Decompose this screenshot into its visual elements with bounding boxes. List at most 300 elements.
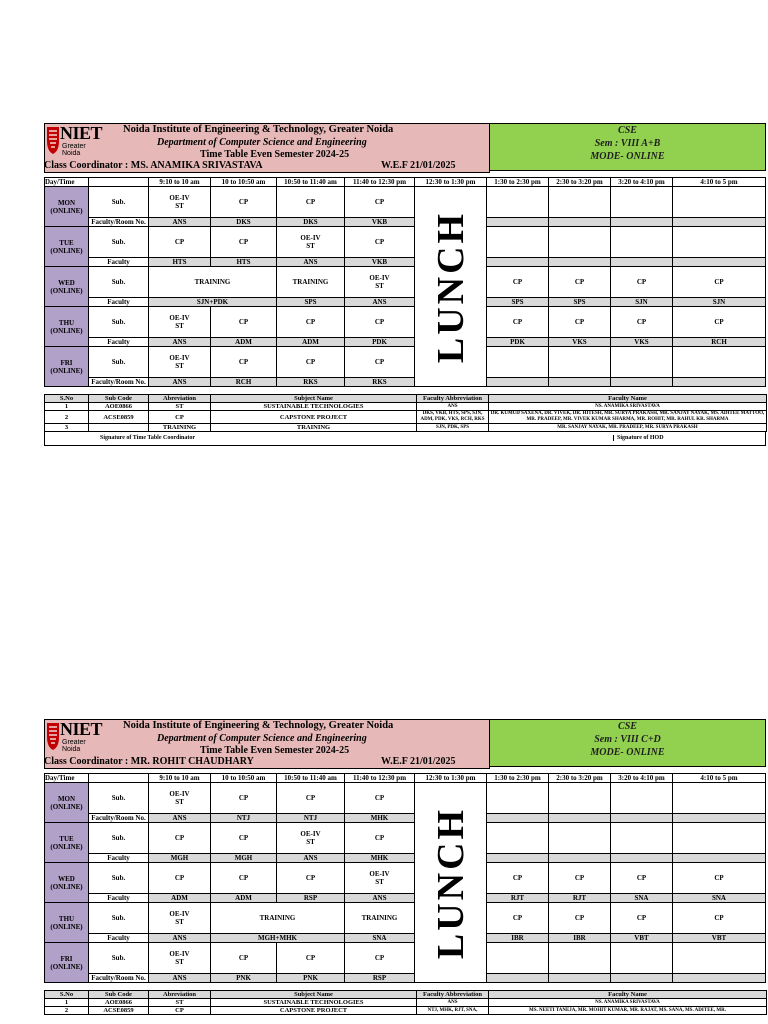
day-label: FRI (ONLINE) [45, 943, 89, 983]
class-cell: CP [549, 307, 611, 338]
class-cell [487, 187, 549, 218]
day-row [45, 903, 766, 934]
faculty-cell: MGH+MHK [211, 934, 345, 943]
class-cell: CP [211, 307, 277, 338]
subjects-table [44, 394, 767, 432]
class-mode: MODE- ONLINE [590, 747, 665, 758]
class-cell: OE-IV ST [277, 227, 345, 258]
class-cell: CP [149, 823, 211, 854]
class-cell: CP [277, 187, 345, 218]
niet-logo [46, 123, 103, 157]
subject-row [45, 403, 767, 411]
time-slot-header: 11:40 to 12:30 pm [345, 178, 415, 187]
branch-name: CSE [618, 721, 637, 732]
class-cell: CP [487, 903, 549, 934]
day-label: WED (ONLINE) [45, 863, 89, 903]
subject-cell: ST [149, 403, 211, 411]
sub-label: Sub. [89, 943, 149, 974]
class-cell [549, 227, 611, 258]
subjects-column-header: S.No [45, 395, 89, 403]
class-cell: CP [673, 267, 766, 298]
faculty-cell: VKS [611, 338, 673, 347]
subject-cell: CP [149, 411, 211, 424]
faculty-row [45, 338, 766, 347]
logo-text: NIET [60, 719, 103, 739]
class-cell: CP [549, 903, 611, 934]
faculty-cell: VKB [345, 218, 415, 227]
sub-label: Sub. [89, 347, 149, 378]
day-label: TUE (ONLINE) [45, 823, 89, 863]
schedule-grid [44, 773, 766, 983]
faculty-cell: RSP [277, 894, 345, 903]
faculty-cell [487, 814, 549, 823]
day-label: THU (ONLINE) [45, 903, 89, 943]
faculty-label: Faculty [89, 298, 149, 307]
faculty-cell [611, 218, 673, 227]
subject-cell: TRAINING [211, 424, 417, 432]
shield-logo-icon [46, 125, 60, 155]
faculty-cell [549, 814, 611, 823]
class-cell [549, 943, 611, 974]
faculty-cell: ADM [149, 894, 211, 903]
course-panel [489, 719, 766, 767]
day-label: MON (ONLINE) [45, 187, 89, 227]
subject-cell: AOE0866 [89, 403, 149, 411]
faculty-cell [487, 974, 549, 983]
faculty-cell: VKS [549, 338, 611, 347]
faculty-cell: MHK [345, 814, 415, 823]
faculty-cell: SPS [277, 298, 345, 307]
faculty-label: Faculty [89, 854, 149, 863]
class-cell [549, 347, 611, 378]
subject-cell: CP [149, 1007, 211, 1015]
institute-name: Noida Institute of Engineering & Technology, Greater Noida [123, 720, 394, 731]
class-cell: CP [345, 227, 415, 258]
time-slot-header: 1:30 to 2:30 pm [487, 178, 549, 187]
faculty-cell: IBR [487, 934, 549, 943]
time-slot-header: 10:50 to 11:40 am [277, 774, 345, 783]
hod-signature: Signature of HOD [613, 435, 664, 441]
class-cell: CP [149, 227, 211, 258]
class-cell: CP [211, 823, 277, 854]
day-row [45, 187, 766, 218]
class-cell: CP [211, 943, 277, 974]
faculty-cell [673, 378, 766, 387]
time-slot-header: 10:50 to 11:40 am [277, 178, 345, 187]
subject-cell: SUSTAINABLE TECHNOLOGIES [211, 403, 417, 411]
class-cell [487, 823, 549, 854]
sub-label: Sub. [89, 823, 149, 854]
subjects-column-header: Faculty Abbreviation [417, 395, 489, 403]
sub-label: Sub. [89, 903, 149, 934]
day-label: THU (ONLINE) [45, 307, 89, 347]
class-cell: TRAINING [345, 903, 415, 934]
class-cell: OE-IV ST [149, 307, 211, 338]
faculty-cell: RJT [549, 894, 611, 903]
class-cell [611, 347, 673, 378]
signature-row [44, 432, 766, 446]
time-slot-header: 12:30 to 1:30 pm [415, 178, 487, 187]
timetable-header [44, 719, 767, 769]
class-cell [673, 347, 766, 378]
class-cell: OE-IV ST [149, 347, 211, 378]
class-cell: CP [277, 783, 345, 814]
subject-cell: DKS, VKB, HTS, SPS, SJN, ADM, PDK, VKS, RCH, RKS [417, 411, 489, 424]
day-row [45, 347, 766, 378]
class-cell: OE-IV ST [277, 823, 345, 854]
logo-subtitle: Greater Noida [62, 143, 86, 157]
time-slot-header: 10 to 10:50 am [211, 178, 277, 187]
faculty-cell: SPS [549, 298, 611, 307]
faculty-cell [487, 218, 549, 227]
class-cell [673, 187, 766, 218]
time-slot-header: 2:30 to 3:20 pm [549, 178, 611, 187]
class-cell [487, 347, 549, 378]
time-slot-header: 11:40 to 12:30 pm [345, 774, 415, 783]
subject-cell: 1 [45, 403, 89, 411]
faculty-cell [487, 258, 549, 267]
subjects-column-header: Faculty Abbreviation [417, 991, 489, 999]
class-coordinator: Class Coordinator : MS. ANAMIKA SRIVASTAVA [44, 160, 263, 171]
time-slot-header: Day/Time [45, 178, 89, 187]
faculty-label: Faculty/Room No. [89, 378, 149, 387]
faculty-cell: MGH [211, 854, 277, 863]
day-row [45, 823, 766, 854]
subject-cell: ACSE0859 [89, 1007, 149, 1015]
institute-panel [44, 123, 490, 173]
class-cell: CP [345, 187, 415, 218]
subject-cell: SUSTAINABLE TECHNOLOGIES [211, 999, 417, 1007]
sub-label: Sub. [89, 863, 149, 894]
class-cell [549, 783, 611, 814]
subject-cell: CAPSTONE PROJECT [211, 411, 417, 424]
time-slot-header: 9:10 to 10 am [149, 774, 211, 783]
class-cell: OE-IV ST [149, 943, 211, 974]
subjects-column-header: S.No [45, 991, 89, 999]
lunch-label: LUNCH [429, 210, 472, 363]
department-name: Department of Computer Science and Engineering [157, 137, 367, 148]
class-cell: CP [611, 267, 673, 298]
class-cell: CP [673, 307, 766, 338]
semester-section: Sem : VIII A+B [594, 138, 661, 149]
time-slot-header: Day/Time [45, 774, 89, 783]
subject-cell: MR. SANJAY NAYAK, MR. PRADEEP, MR. SURYA PRAKASH [489, 424, 767, 432]
subjects-column-header: Subject Name [211, 395, 417, 403]
faculty-cell: SJN [611, 298, 673, 307]
class-cell: CP [211, 187, 277, 218]
faculty-row [45, 298, 766, 307]
class-cell [673, 783, 766, 814]
faculty-cell [611, 258, 673, 267]
faculty-cell [487, 378, 549, 387]
faculty-row [45, 974, 766, 983]
class-cell [673, 227, 766, 258]
class-cell: CP [211, 227, 277, 258]
faculty-cell: ANS [149, 218, 211, 227]
subject-cell: AOE0866 [89, 999, 149, 1007]
class-cell: TRAINING [211, 903, 345, 934]
class-cell: CP [345, 783, 415, 814]
time-header-row [45, 178, 766, 187]
shield-logo-icon [46, 721, 60, 751]
faculty-cell [673, 974, 766, 983]
subjects-column-header: Abreviation [149, 991, 211, 999]
faculty-cell: ANS [149, 974, 211, 983]
faculty-cell: SPS [487, 298, 549, 307]
faculty-cell [611, 378, 673, 387]
faculty-label: Faculty [89, 258, 149, 267]
day-row [45, 307, 766, 338]
faculty-cell: DKS [211, 218, 277, 227]
faculty-cell: ANS [149, 814, 211, 823]
class-cell [487, 783, 549, 814]
class-cell [487, 943, 549, 974]
time-slot-header: 9:10 to 10 am [149, 178, 211, 187]
class-cell: CP [211, 863, 277, 894]
semester-section: Sem : VIII C+D [594, 734, 661, 745]
faculty-cell [549, 258, 611, 267]
sub-label: Sub. [89, 267, 149, 298]
class-cell: CP [277, 863, 345, 894]
course-panel [489, 123, 766, 171]
class-cell: CP [345, 943, 415, 974]
faculty-cell [673, 258, 766, 267]
faculty-cell: SNA [345, 934, 415, 943]
class-cell [611, 187, 673, 218]
subjects-column-header: Sub Code [89, 991, 149, 999]
subject-cell: NTJ, MHK, RJT, SNA, [417, 1007, 489, 1015]
class-cell [549, 823, 611, 854]
faculty-label: Faculty [89, 894, 149, 903]
lunch-label: LUNCH [429, 806, 472, 959]
faculty-cell [549, 218, 611, 227]
faculty-cell: MGH [149, 854, 211, 863]
faculty-row [45, 814, 766, 823]
time-slot-header: 1:30 to 2:30 pm [487, 774, 549, 783]
faculty-cell: VBT [673, 934, 766, 943]
faculty-label: Faculty [89, 934, 149, 943]
faculty-cell: RKS [277, 378, 345, 387]
institute-panel [44, 719, 490, 769]
subject-row [45, 424, 767, 432]
class-cell: CP [211, 783, 277, 814]
class-coordinator: Class Coordinator : MR. ROHIT CHAUDHARY [44, 756, 254, 767]
class-cell: CP [549, 267, 611, 298]
faculty-cell: HTS [211, 258, 277, 267]
subjects-header-row [45, 991, 767, 999]
class-cell: CP [673, 863, 766, 894]
class-cell: CP [211, 347, 277, 378]
class-cell: CP [673, 903, 766, 934]
class-cell [611, 943, 673, 974]
logo-text: NIET [60, 123, 103, 143]
day-label: MON (ONLINE) [45, 783, 89, 823]
faculty-cell [673, 814, 766, 823]
time-slot-header: 12:30 to 1:30 pm [415, 774, 487, 783]
faculty-cell: PNK [211, 974, 277, 983]
faculty-row [45, 854, 766, 863]
time-slot-header: 3:20 to 4:10 pm [611, 178, 673, 187]
time-header-row [45, 774, 766, 783]
semester-title: Time Table Even Semester 2024-25 [200, 149, 350, 160]
faculty-cell [611, 814, 673, 823]
class-cell: CP [277, 347, 345, 378]
sub-label: Sub. [89, 783, 149, 814]
faculty-cell [611, 974, 673, 983]
faculty-cell [549, 854, 611, 863]
faculty-cell: ANS [345, 298, 415, 307]
faculty-cell: ANS [149, 934, 211, 943]
class-cell: CP [345, 307, 415, 338]
faculty-cell [487, 854, 549, 863]
subjects-column-header: Abreviation [149, 395, 211, 403]
time-slot-header: 4:10 to 5 pm [673, 774, 766, 783]
faculty-cell: PNK [277, 974, 345, 983]
class-mode: MODE- ONLINE [590, 151, 665, 162]
class-cell: TRAINING [149, 267, 277, 298]
subject-cell: MS. NEETI TANEJA, MR. MOHIT KUMAR, MR. RAJAT, MS. SANA, MS. ADITEE, MR. [489, 1007, 767, 1015]
schedule-grid [44, 177, 766, 387]
subject-row [45, 999, 767, 1007]
class-cell: CP [149, 863, 211, 894]
faculty-label: Faculty/Room No. [89, 974, 149, 983]
day-row [45, 943, 766, 974]
faculty-cell: ANS [149, 338, 211, 347]
class-cell: OE-IV ST [149, 187, 211, 218]
subject-row [45, 411, 767, 424]
class-cell [673, 823, 766, 854]
subject-cell: ST [149, 999, 211, 1007]
faculty-cell: IBR [549, 934, 611, 943]
faculty-cell: NTJ [277, 814, 345, 823]
class-cell: CP [611, 863, 673, 894]
effective-date: W.E.F 21/01/2025 [381, 756, 456, 767]
sub-label: Sub. [89, 227, 149, 258]
sub-label: Sub. [89, 307, 149, 338]
faculty-row [45, 934, 766, 943]
faculty-cell: SJN [673, 298, 766, 307]
subject-cell: 2 [45, 1007, 89, 1015]
faculty-cell: SJN+PDK [149, 298, 277, 307]
class-cell: OE-IV ST [149, 783, 211, 814]
class-cell [549, 187, 611, 218]
subject-cell: ANS [417, 999, 489, 1007]
class-cell [673, 943, 766, 974]
subject-cell: NS. ANAMIKA SRIVASTAVA [489, 999, 767, 1007]
class-cell: CP [549, 863, 611, 894]
faculty-row [45, 378, 766, 387]
faculty-cell: MHK [345, 854, 415, 863]
class-cell [611, 227, 673, 258]
day-label: TUE (ONLINE) [45, 227, 89, 267]
subject-cell: SJN, PDK, SPS [417, 424, 489, 432]
faculty-cell: DKS [277, 218, 345, 227]
faculty-cell: SNA [673, 894, 766, 903]
subject-cell: TRAINING [149, 424, 211, 432]
class-cell [611, 823, 673, 854]
class-cell: CP [611, 307, 673, 338]
faculty-cell: ADM [211, 338, 277, 347]
subject-cell: 3 [45, 424, 89, 432]
sub-label: Sub. [89, 187, 149, 218]
coordinator-signature: Signature of Time Table Coordinator [100, 435, 196, 441]
class-cell: CP [487, 267, 549, 298]
branch-name: CSE [618, 125, 637, 136]
subjects-column-header: Faculty Name [489, 991, 767, 999]
faculty-label: Faculty [89, 338, 149, 347]
faculty-row [45, 894, 766, 903]
faculty-cell [549, 974, 611, 983]
time-slot-header: 3:20 to 4:10 pm [611, 774, 673, 783]
faculty-cell: ADM [211, 894, 277, 903]
subject-cell: CAPSTONE PROJECT [211, 1007, 417, 1015]
faculty-cell [549, 378, 611, 387]
faculty-cell [673, 854, 766, 863]
logo-subtitle: Greater Noida [62, 739, 86, 753]
day-row [45, 227, 766, 258]
class-cell [611, 783, 673, 814]
faculty-cell [611, 854, 673, 863]
class-cell: OE-IV ST [345, 267, 415, 298]
timetable-2 [44, 719, 767, 1015]
faculty-cell: NTJ [211, 814, 277, 823]
faculty-cell: RCH [211, 378, 277, 387]
class-cell: OE-IV ST [149, 903, 211, 934]
subject-row [45, 1007, 767, 1015]
faculty-cell: ADM [277, 338, 345, 347]
time-slot-header [89, 178, 149, 187]
faculty-cell [673, 218, 766, 227]
institute-name: Noida Institute of Engineering & Technology, Greater Noida [123, 124, 394, 135]
faculty-cell: HTS [149, 258, 211, 267]
department-name: Department of Computer Science and Engineering [157, 733, 367, 744]
subject-cell: 2 [45, 411, 89, 424]
day-label: FRI (ONLINE) [45, 347, 89, 387]
timetable-header [44, 123, 767, 173]
faculty-label: Faculty/Room No. [89, 218, 149, 227]
faculty-cell: ANS [149, 378, 211, 387]
time-slot-header: 2:30 to 3:20 pm [549, 774, 611, 783]
semester-title: Time Table Even Semester 2024-25 [200, 745, 350, 756]
subjects-table [44, 990, 767, 1015]
faculty-cell: RCH [673, 338, 766, 347]
subject-cell [89, 424, 149, 432]
lunch-break [415, 187, 487, 387]
day-label: WED (ONLINE) [45, 267, 89, 307]
faculty-label: Faculty/Room No. [89, 814, 149, 823]
niet-logo [46, 719, 103, 753]
day-row [45, 783, 766, 814]
subjects-header-row [45, 395, 767, 403]
faculty-row [45, 258, 766, 267]
effective-date: W.E.F 21/01/2025 [381, 160, 456, 171]
class-cell: CP [345, 823, 415, 854]
faculty-cell: VBT [611, 934, 673, 943]
class-cell: CP [277, 943, 345, 974]
class-cell: CP [345, 347, 415, 378]
day-row [45, 863, 766, 894]
time-slot-header [89, 774, 149, 783]
time-slot-header: 4:10 to 5 pm [673, 178, 766, 187]
subject-cell: ANS [417, 403, 489, 411]
faculty-cell: VKB [345, 258, 415, 267]
subjects-column-header: Sub Code [89, 395, 149, 403]
class-cell: CP [487, 863, 549, 894]
class-cell: TRAINING [277, 267, 345, 298]
timetable-1 [44, 123, 767, 446]
faculty-row [45, 218, 766, 227]
class-cell: OE-IV ST [345, 863, 415, 894]
